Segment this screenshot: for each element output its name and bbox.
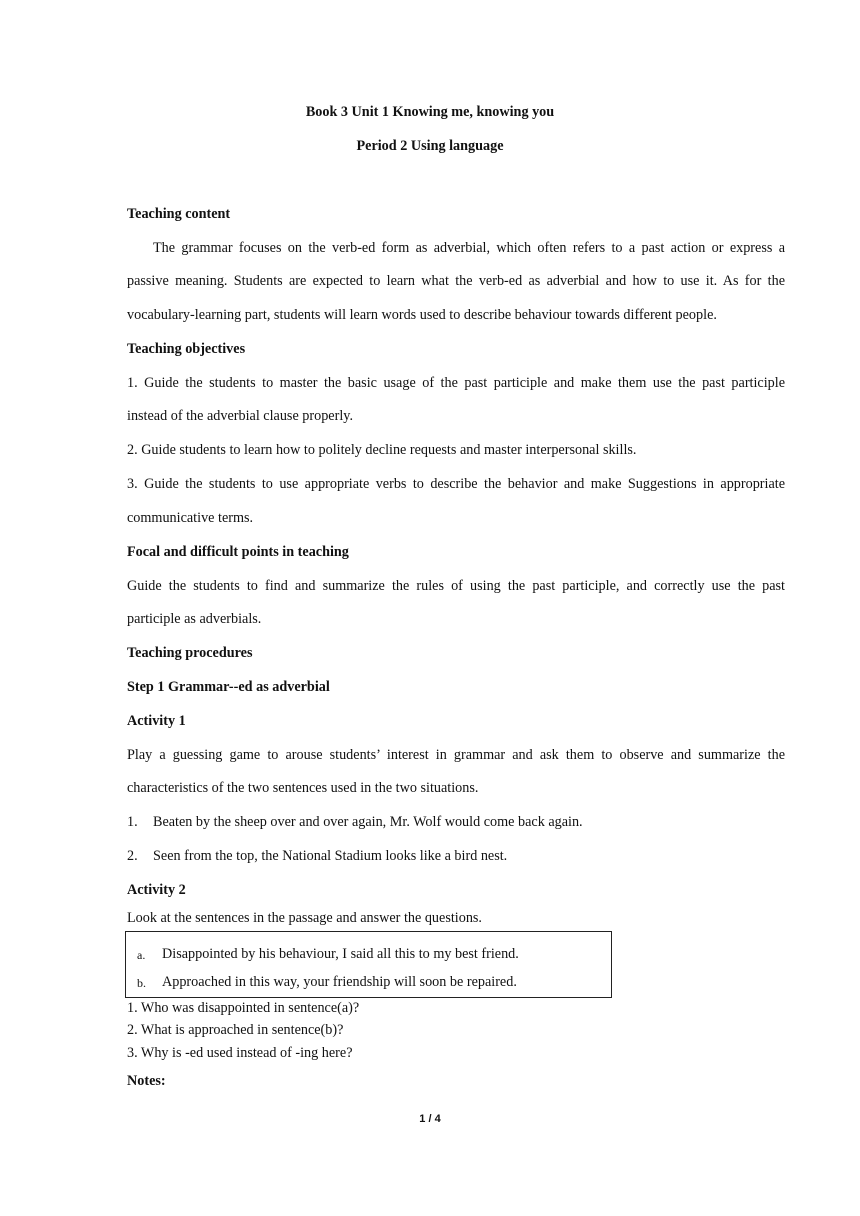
box-label: b. bbox=[137, 976, 146, 990]
question-line: 1. Who was disappointed in sentence(a)? bbox=[127, 1000, 360, 1016]
paragraph-line: characteristics of the two sentences used in the two situations. bbox=[127, 780, 479, 796]
paragraph-line: passive meaning. Students are expected to learn what the verb-ed as adverbial and how to use it. As for the bbox=[127, 273, 785, 289]
example-number: 2. bbox=[127, 848, 138, 864]
paragraph-line: participle as adverbials. bbox=[127, 611, 262, 627]
paragraph-line: Guide the students to find and summarize the rules of using the past participle, and correctly use the past bbox=[127, 578, 785, 594]
example-sentence: Seen from the top, the National Stadium looks like a bird nest. bbox=[153, 848, 508, 864]
box-sentence: Disappointed by his behaviour, I said all this to my best friend. bbox=[162, 946, 519, 962]
section-heading-teaching-objectives: Teaching objectives bbox=[127, 341, 246, 357]
paragraph-line: Play a guessing game to arouse students’ interest in grammar and ask them to observe and summarize the bbox=[127, 747, 785, 763]
objective-line: 3. Guide the students to use appropriate verbs to describe the behavior and make Suggestions in appropriate bbox=[127, 476, 785, 492]
box-sentence: Approached in this way, your friendship will soon be repaired. bbox=[162, 974, 517, 990]
activity-heading: Activity 2 bbox=[127, 882, 186, 898]
paragraph-line: The grammar focuses on the verb-ed form as adverbial, which often refers to a past action or express a bbox=[153, 240, 785, 256]
step-heading: Step 1 Grammar--ed as adverbial bbox=[127, 679, 330, 695]
objective-line: 2. Guide students to learn how to politely decline requests and master interpersonal skills. bbox=[127, 442, 637, 458]
activity-intro: Look at the sentences in the passage and answer the questions. bbox=[127, 910, 482, 926]
section-heading-teaching-content: Teaching content bbox=[127, 206, 231, 222]
box-label: a. bbox=[137, 948, 146, 962]
paragraph-line: vocabulary-learning part, students will learn words used to describe behaviour towards different people. bbox=[127, 307, 717, 323]
document-title: Book 3 Unit 1 Knowing me, knowing you bbox=[305, 104, 555, 120]
example-number: 1. bbox=[127, 814, 138, 830]
page-number: 1 / 4 bbox=[419, 1113, 441, 1125]
section-heading-focal-points: Focal and difficult points in teaching bbox=[127, 544, 349, 560]
activity-heading: Activity 1 bbox=[127, 713, 186, 729]
objective-line: 1. Guide the students to master the basic usage of the past participle and make them use the past participle bbox=[127, 375, 785, 391]
example-sentence: Beaten by the sheep over and over again, Mr. Wolf would come back again. bbox=[153, 814, 583, 830]
objective-line: communicative terms. bbox=[127, 510, 254, 526]
objective-line: instead of the adverbial clause properly. bbox=[127, 408, 353, 424]
question-line: 2. What is approached in sentence(b)? bbox=[127, 1022, 344, 1038]
example-sentences-box bbox=[125, 931, 612, 998]
section-heading-teaching-procedures: Teaching procedures bbox=[127, 645, 253, 661]
document-subtitle: Period 2 Using language bbox=[356, 138, 504, 154]
notes-label: Notes: bbox=[127, 1073, 166, 1089]
question-line: 3. Why is -ed used instead of -ing here? bbox=[127, 1045, 353, 1061]
